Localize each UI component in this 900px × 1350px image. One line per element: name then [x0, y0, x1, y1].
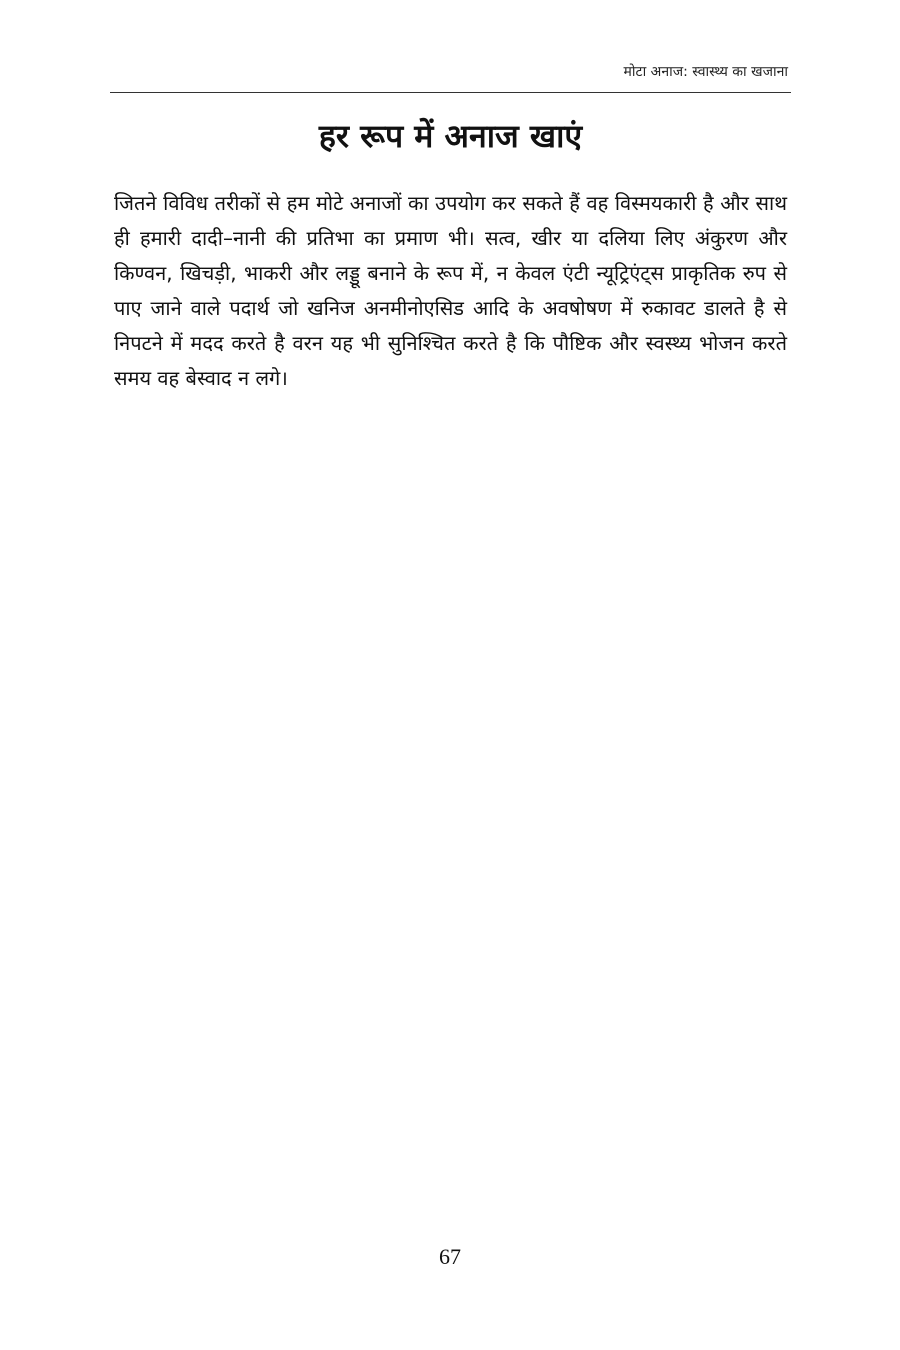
page-number: 67 [439, 1244, 461, 1269]
body-paragraph: जितने विविध तरीकों से हम मोटे अनाजों का उपयोग कर सकते हैं वह विस्मयकारी है और साथ ही हमारी दादी–नानी की प्रतिभा का प्रमाण भी। सत्व, खीर या दलिया लिए अंकुरण और किण्वन, खिचड़ी, भाकरी और लड्डू बनाने के रूप में, न केवल एंटी न्यूट्रिएंट्स प्राकृतिक रुप से पाए जाने वाले पदार्थ जो खनिज अनमीनोएसिड आदि के अवषोषण में रुकावट डालते है से निपटने में मदद करते है वरन यह भी सुनिश्चित करते है कि पौष्टिक और स्वस्थ्य भोजन करते समय वह बेस्वाद न लगे। [114, 191, 787, 390]
page-title: हर रूप में अनाज खाएं [318, 117, 583, 155]
running-header: मोटा अनाज: स्वास्थ्य का खजाना [623, 64, 788, 80]
header-divider [110, 92, 791, 93]
